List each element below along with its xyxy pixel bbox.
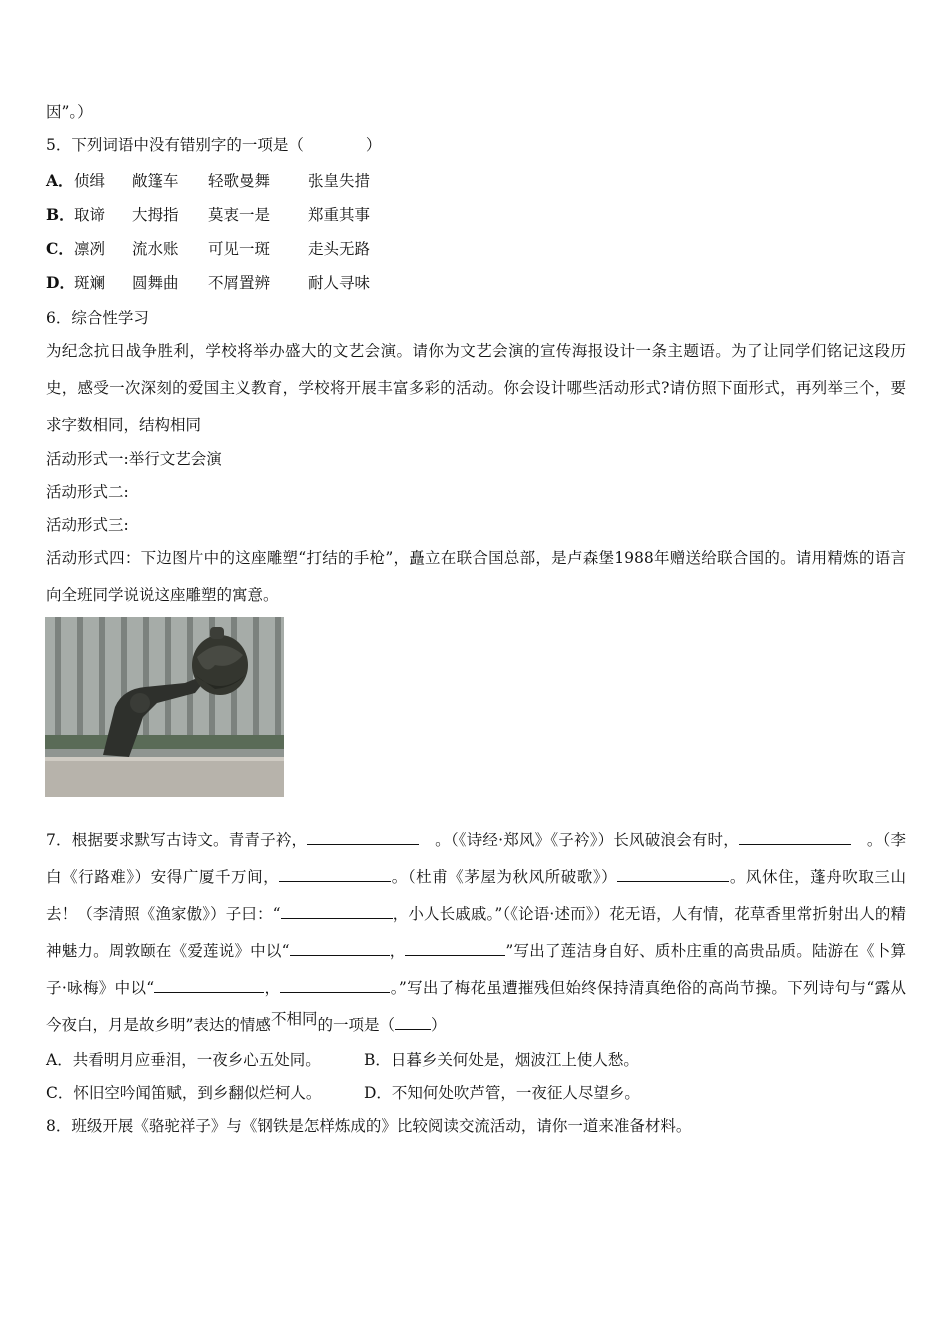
answer-blank[interactable] (154, 976, 264, 993)
q6-form1: 活动形式一:举行文艺会演 (46, 450, 222, 468)
option-word: 凛冽 (74, 240, 106, 258)
q6-intro: 为纪念抗日战争胜利，学校将举办盛大的文艺会演。请你为文艺会演的宣传海报设计一条主题语。为了让同学们铭记这段历史，感受一次深刻的爱国主义教育，学校将开展丰富多彩的活动。你会设计哪些活动形式?请仿照下面形式，再列举三个，要求字数相同，结构相同 (46, 342, 906, 434)
q7-option-c[interactable]: C．怀旧空吟闻笛赋，到乡翻似烂柯人。 (46, 1084, 322, 1102)
q7-part: 7．根据要求默写古诗文。青青子衿， (46, 831, 308, 849)
q5-option-a[interactable] (46, 170, 408, 192)
q6-form2: 活动形式二: (46, 483, 129, 501)
q7-text (46, 822, 906, 1044)
q5-stem: 5．下列词语中没有错别字的一项是（ ） (46, 136, 382, 154)
q7-part: ， (389, 942, 406, 960)
answer-blank[interactable] (280, 976, 390, 993)
answer-blank[interactable] (617, 865, 729, 882)
q7-option-a[interactable]: A．共看明月应垂泪，一夜乡心五处同。 (46, 1051, 321, 1069)
q5-option-b[interactable] (46, 204, 408, 226)
answer-blank[interactable] (739, 828, 851, 845)
answer-blank[interactable] (395, 1013, 431, 1030)
option-word: 莫衷一是 (208, 206, 271, 224)
q7-options-row-1 (46, 1049, 639, 1071)
knotted-gun-sculpture-photo (45, 617, 284, 797)
option-word: 取谛 (74, 206, 106, 224)
q6-form3: 活动形式三: (46, 516, 129, 534)
q5-option-d[interactable] (46, 272, 408, 294)
answer-blank[interactable] (290, 939, 390, 956)
answer-blank[interactable] (307, 828, 419, 845)
option-word: 轻歌曼舞 (208, 172, 271, 190)
q7-part: ，小人长戚戚。”（《论语·述而》）花无语，人有情，花草香里常折射出人的精神魅力。周敦颐在《爱莲说》中以“ (46, 905, 906, 960)
q7-part: 。（杜甫《茅屋为秋风所破歌》） (391, 868, 618, 886)
q7-part: 。（李白《行路难》）安得广厦千万间， (46, 831, 906, 886)
option-word: 侦缉 (74, 172, 106, 190)
q7-option-d[interactable]: D．不知何处吹芦管，一夜征人尽望乡。 (364, 1084, 640, 1102)
q6-title: 6．综合性学习 (46, 309, 149, 327)
option-word: 可见一斑 (208, 240, 271, 258)
q7-options-row-2 (46, 1082, 640, 1104)
option-word: 走头无路 (308, 240, 371, 258)
q7-part: ， (264, 979, 281, 997)
q4-tail: 因”。） (46, 103, 93, 121)
q7-option-b[interactable]: B．日暮乡关何处是，烟波江上使人愁。 (364, 1051, 639, 1069)
option-word: 张皇失措 (308, 172, 371, 190)
option-word: 圆舞曲 (132, 274, 179, 292)
answer-blank[interactable] (279, 865, 391, 882)
q6-form4: 活动形式四：下边图片中的这座雕塑“打结的手枪”，矗立在联合国总部，是卢森堡1988年赠送给联合国的。请用精炼的语言向全班同学说说这座雕塑的寓意。 (46, 549, 906, 604)
q7-part: 。”写出了梅花虽遭摧残但始终保持清真绝俗的高尚节操。下列诗句与“露从今夜白，月是故乡明”表达的情感 (46, 979, 906, 1034)
q7-part: 。风休住，蓬舟吹取三山去！（李清照《渔家傲》）子曰：“ (46, 868, 906, 923)
option-word: 耐人寻味 (308, 274, 371, 292)
q7-part: ”写出了莲洁身自好、质朴庄重的高贵品质。陆游在《卜算子·咏梅》中以“ (46, 942, 906, 997)
option-letter: C． (46, 239, 74, 258)
option-letter: B． (46, 205, 75, 224)
answer-blank[interactable] (405, 939, 505, 956)
q7-part: 的一项是（ (317, 1016, 395, 1034)
option-word: 敞篷车 (132, 172, 179, 190)
answer-blank[interactable] (281, 902, 393, 919)
option-word: 流水账 (132, 240, 179, 258)
q7-part: ） (430, 1016, 447, 1034)
q7-part: 。（《诗经·郑风》《子衿》）长风破浪会有时， (435, 831, 739, 849)
option-word: 大拇指 (132, 206, 179, 224)
q7-emphasis: 不相同 (270, 1010, 318, 1028)
option-word: 郑重其事 (308, 206, 371, 224)
q8-stem: 8．班级开展《骆驼祥子》与《钢铁是怎样炼成的》比较阅读交流活动，请你一道来准备材料。 (46, 1117, 692, 1135)
option-letter: A． (46, 171, 74, 190)
q5-option-c[interactable] (46, 238, 408, 260)
option-word: 斑斓 (74, 274, 106, 292)
option-letter: D． (46, 273, 75, 292)
option-word: 不屑置辨 (208, 274, 271, 292)
